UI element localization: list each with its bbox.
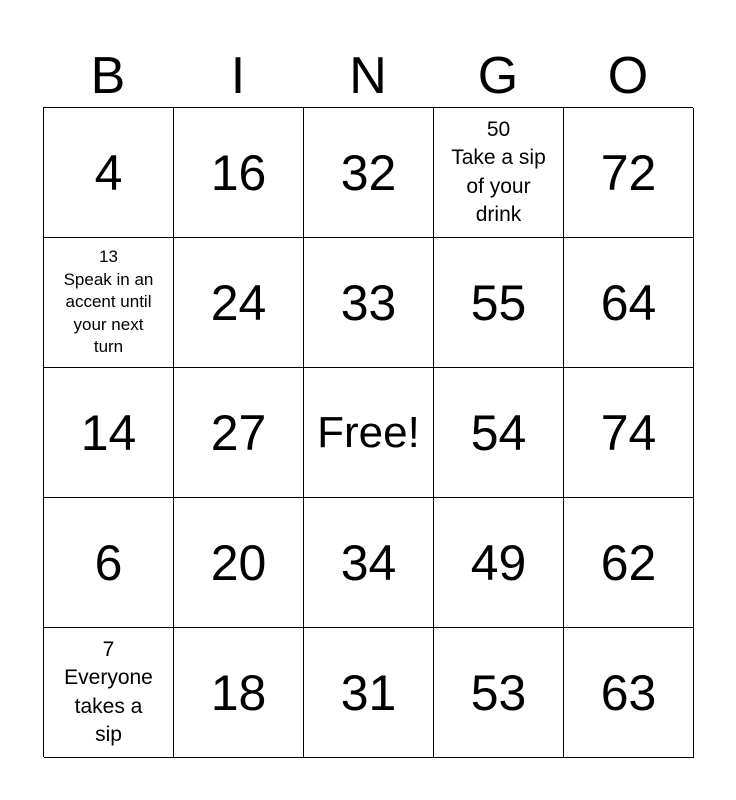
- bingo-cell-o-5[interactable]: [564, 628, 694, 758]
- cell-text: 55: [470, 274, 527, 331]
- cell-text: 50 Take a sip of your drink: [451, 117, 546, 226]
- cell-text: 33: [340, 274, 397, 331]
- bingo-cell-o-2[interactable]: [564, 238, 694, 368]
- bingo-cell-g-4[interactable]: [434, 498, 564, 628]
- cell-text: 7 Everyone takes a sip: [64, 637, 153, 746]
- bingo-cell-o-3[interactable]: [564, 368, 694, 498]
- bingo-cell-g-1[interactable]: [434, 108, 564, 238]
- bingo-cell-n-5[interactable]: [304, 628, 434, 758]
- cell-text: 64: [600, 274, 657, 331]
- cell-text: 27: [210, 404, 267, 461]
- bingo-header: [43, 44, 693, 108]
- bingo-cell-o-1[interactable]: [564, 108, 694, 238]
- bingo-board: [43, 107, 693, 757]
- cell-text: 49: [470, 534, 527, 591]
- header-letter-g: G: [477, 47, 519, 105]
- bingo-cell-o-4[interactable]: [564, 498, 694, 628]
- cell-text: 32: [340, 144, 397, 201]
- bingo-cell-b-4[interactable]: [44, 498, 174, 628]
- bingo-cell-n-1[interactable]: [304, 108, 434, 238]
- cell-text: 34: [340, 534, 397, 591]
- header-letter-i: I: [230, 47, 246, 105]
- header-letter-n: N: [349, 47, 387, 105]
- bingo-cell-i-1[interactable]: [174, 108, 304, 238]
- cell-text: 18: [210, 664, 267, 721]
- cell-text: 54: [470, 404, 527, 461]
- cell-text: 6: [94, 534, 123, 591]
- cell-text: 13 Speak in an accent until your next turn: [63, 247, 154, 357]
- cell-text: 53: [470, 664, 527, 721]
- bingo-cell-b-2[interactable]: [44, 238, 174, 368]
- bingo-cell-n-2[interactable]: [304, 238, 434, 368]
- header-letter-o: O: [607, 47, 649, 105]
- bingo-cell-i-4[interactable]: [174, 498, 304, 628]
- cell-text: 74: [600, 404, 657, 461]
- bingo-cell-b-3[interactable]: [44, 368, 174, 498]
- cell-text: 24: [210, 274, 267, 331]
- bingo-cell-i-5[interactable]: [174, 628, 304, 758]
- cell-text: 14: [80, 404, 137, 461]
- bingo-cell-g-3[interactable]: [434, 368, 564, 498]
- bingo-cell-i-2[interactable]: [174, 238, 304, 368]
- bingo-cell-n-4[interactable]: [304, 498, 434, 628]
- bingo-cell-b-1[interactable]: [44, 108, 174, 238]
- header-letter-b: B: [90, 47, 126, 105]
- free-space-cell[interactable]: [304, 368, 434, 498]
- bingo-cell-b-5[interactable]: [44, 628, 174, 758]
- bingo-cell-g-5[interactable]: [434, 628, 564, 758]
- cell-text: Free!: [317, 407, 420, 457]
- cell-text: 62: [600, 534, 657, 591]
- cell-text: 31: [340, 664, 397, 721]
- bingo-cell-i-3[interactable]: [174, 368, 304, 498]
- cell-text: 63: [600, 664, 657, 721]
- cell-text: 4: [94, 144, 123, 201]
- cell-text: 20: [210, 534, 267, 591]
- cell-text: 72: [600, 144, 657, 201]
- bingo-cell-g-2[interactable]: [434, 238, 564, 368]
- cell-text: 16: [210, 144, 267, 201]
